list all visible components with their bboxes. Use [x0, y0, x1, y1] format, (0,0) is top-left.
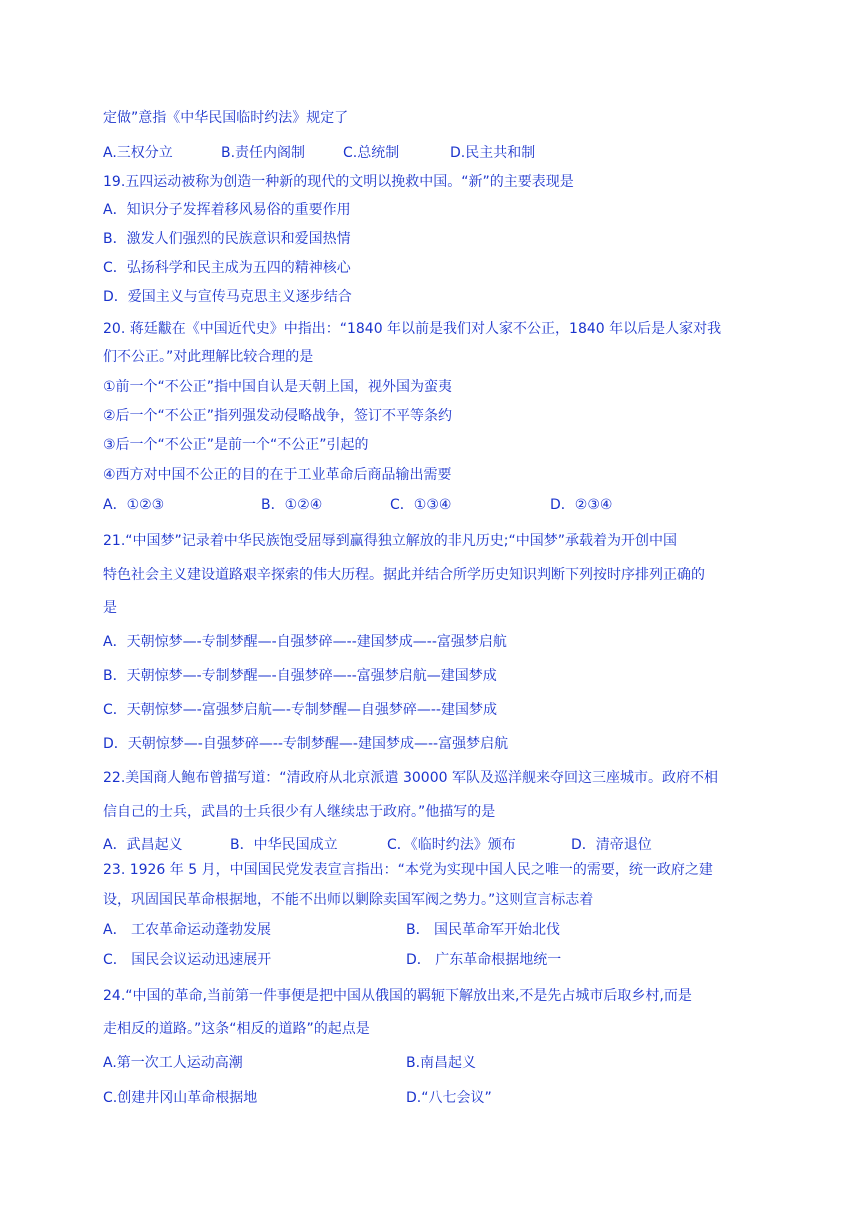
q22-option-d: D．清帝退位 [571, 837, 652, 853]
q21-option-d: D．天朝惊梦—-自强梦碎—--专制梦醒—-建国梦成—--富强梦启航 [103, 736, 509, 752]
q22-option-a: A．武昌起义 [103, 837, 183, 853]
q20-stem-line-1: 20. 蒋廷黻在《中国近代史》中指出：“1840 年以前是我们对人家不公正，1840 年以后是人家对我 [103, 321, 722, 337]
q22-stem-line-1: 22.美国商人鲍布曾描写道：“清政府从北京派遣 30000 军队及巡洋舰来夺回这三座城市。政府不相 [103, 770, 718, 786]
q18-option-a: A.三权分立 [103, 145, 173, 161]
q22-option-c: C．《临时约法》颁布 [387, 837, 516, 853]
q23-option-d: D． 广东革命根据地统一 [406, 952, 562, 968]
q22-stem-line-2: 信自己的士兵，武昌的士兵很少有人继续忠于政府。”他描写的是 [103, 804, 496, 820]
q24-option-b: B.南昌起义 [406, 1055, 477, 1071]
q21-stem-line-1: 21.“中国梦”记录着中华民族饱受屈辱到赢得独立解放的非凡历史;“中国梦”承载着为开创中国 [103, 533, 677, 549]
q20-option-d: D．②③④ [550, 497, 613, 513]
q21-option-c: C．天朝惊梦—-富强梦启航—-专制梦醒—自强梦碎—--建国梦成 [103, 702, 497, 718]
q18-option-b: B.责任内阁制 [221, 145, 306, 161]
q19-option-d: D．爱国主义与宣传马克思主义逐步结合 [103, 289, 352, 305]
q19-stem: 19.五四运动被称为创造一种新的现代的文明以挽救中国。“新”的主要表现是 [103, 174, 574, 190]
q19-option-c: C．弘扬科学和民主成为五四的精神核心 [103, 260, 351, 276]
q24-option-c: C.创建井冈山革命根据地 [103, 1090, 258, 1106]
q21-option-b: B．天朝惊梦—-专制梦醒—-自强梦碎—--富强梦启航—建国梦成 [103, 668, 497, 684]
q23-option-c: C． 国民会议运动迅速展开 [103, 952, 272, 968]
q23-option-a: A． 工农革命运动蓬勃发展 [103, 922, 272, 938]
q20-option-b: B．①②④ [261, 497, 323, 513]
q18-option-c: C.总统制 [343, 145, 400, 161]
q21-stem-line-2: 特色社会主义建设道路艰辛探索的伟大历程。据此并结合所学历史知识判断下列按时序排列正确的 [103, 567, 705, 583]
q19-option-b: B．激发人们强烈的民族意识和爱国热情 [103, 231, 351, 247]
q22-option-b: B．中华民国成立 [230, 837, 338, 853]
q19-option-a: A．知识分子发挥着移风易俗的重要作用 [103, 202, 351, 218]
q23-stem-line-2: 设，巩固国民革命根据地，不能不出师以剿除卖国军阀之势力。”这则宣言标志着 [103, 892, 594, 908]
q24-stem-line-2: 走相反的道路。”这条“相反的道路”的起点是 [103, 1021, 370, 1037]
q20-statement-3: ③后一个“不公正”是前一个“不公正”引起的 [103, 437, 369, 453]
q20-statement-1: ①前一个“不公正”指中国自认是天朝上国，视外国为蛮夷 [103, 379, 453, 395]
q18-stem-tail: 定做”意指《中华民国临时约法》规定了 [103, 110, 349, 126]
q20-statement-2: ②后一个“不公正”指列强发动侵略战争，签订不平等条约 [103, 408, 453, 424]
q23-stem-line-1: 23. 1926 年 5 月，中国国民党发表宣言指出：“本党为实现中国人民之唯一的需要，统一政府之建 [103, 862, 713, 878]
q23-option-b: B． 国民革命军开始北伐 [406, 922, 561, 938]
q20-option-a: A．①②③ [103, 497, 165, 513]
q20-option-c: C．①③④ [390, 497, 452, 513]
q21-option-a: A．天朝惊梦—-专制梦醒—-自强梦碎—--建国梦成—--富强梦启航 [103, 634, 507, 650]
q21-stem-line-3: 是 [103, 600, 117, 616]
q24-option-d: D.“八七会议” [406, 1090, 492, 1106]
q24-stem-line-1: 24.“中国的革命,当前第一件事便是把中国从俄国的羁轭下解放出来,不是先占城市后取乡村,而是 [103, 988, 692, 1004]
q18-option-d: D.民主共和制 [450, 145, 536, 161]
q24-option-a: A.第一次工人运动高潮 [103, 1055, 243, 1071]
q20-statement-4: ④西方对中国不公正的目的在于工业革命后商品输出需要 [103, 467, 452, 483]
q20-stem-line-2: 们不公正。”对此理解比较合理的是 [103, 349, 314, 365]
